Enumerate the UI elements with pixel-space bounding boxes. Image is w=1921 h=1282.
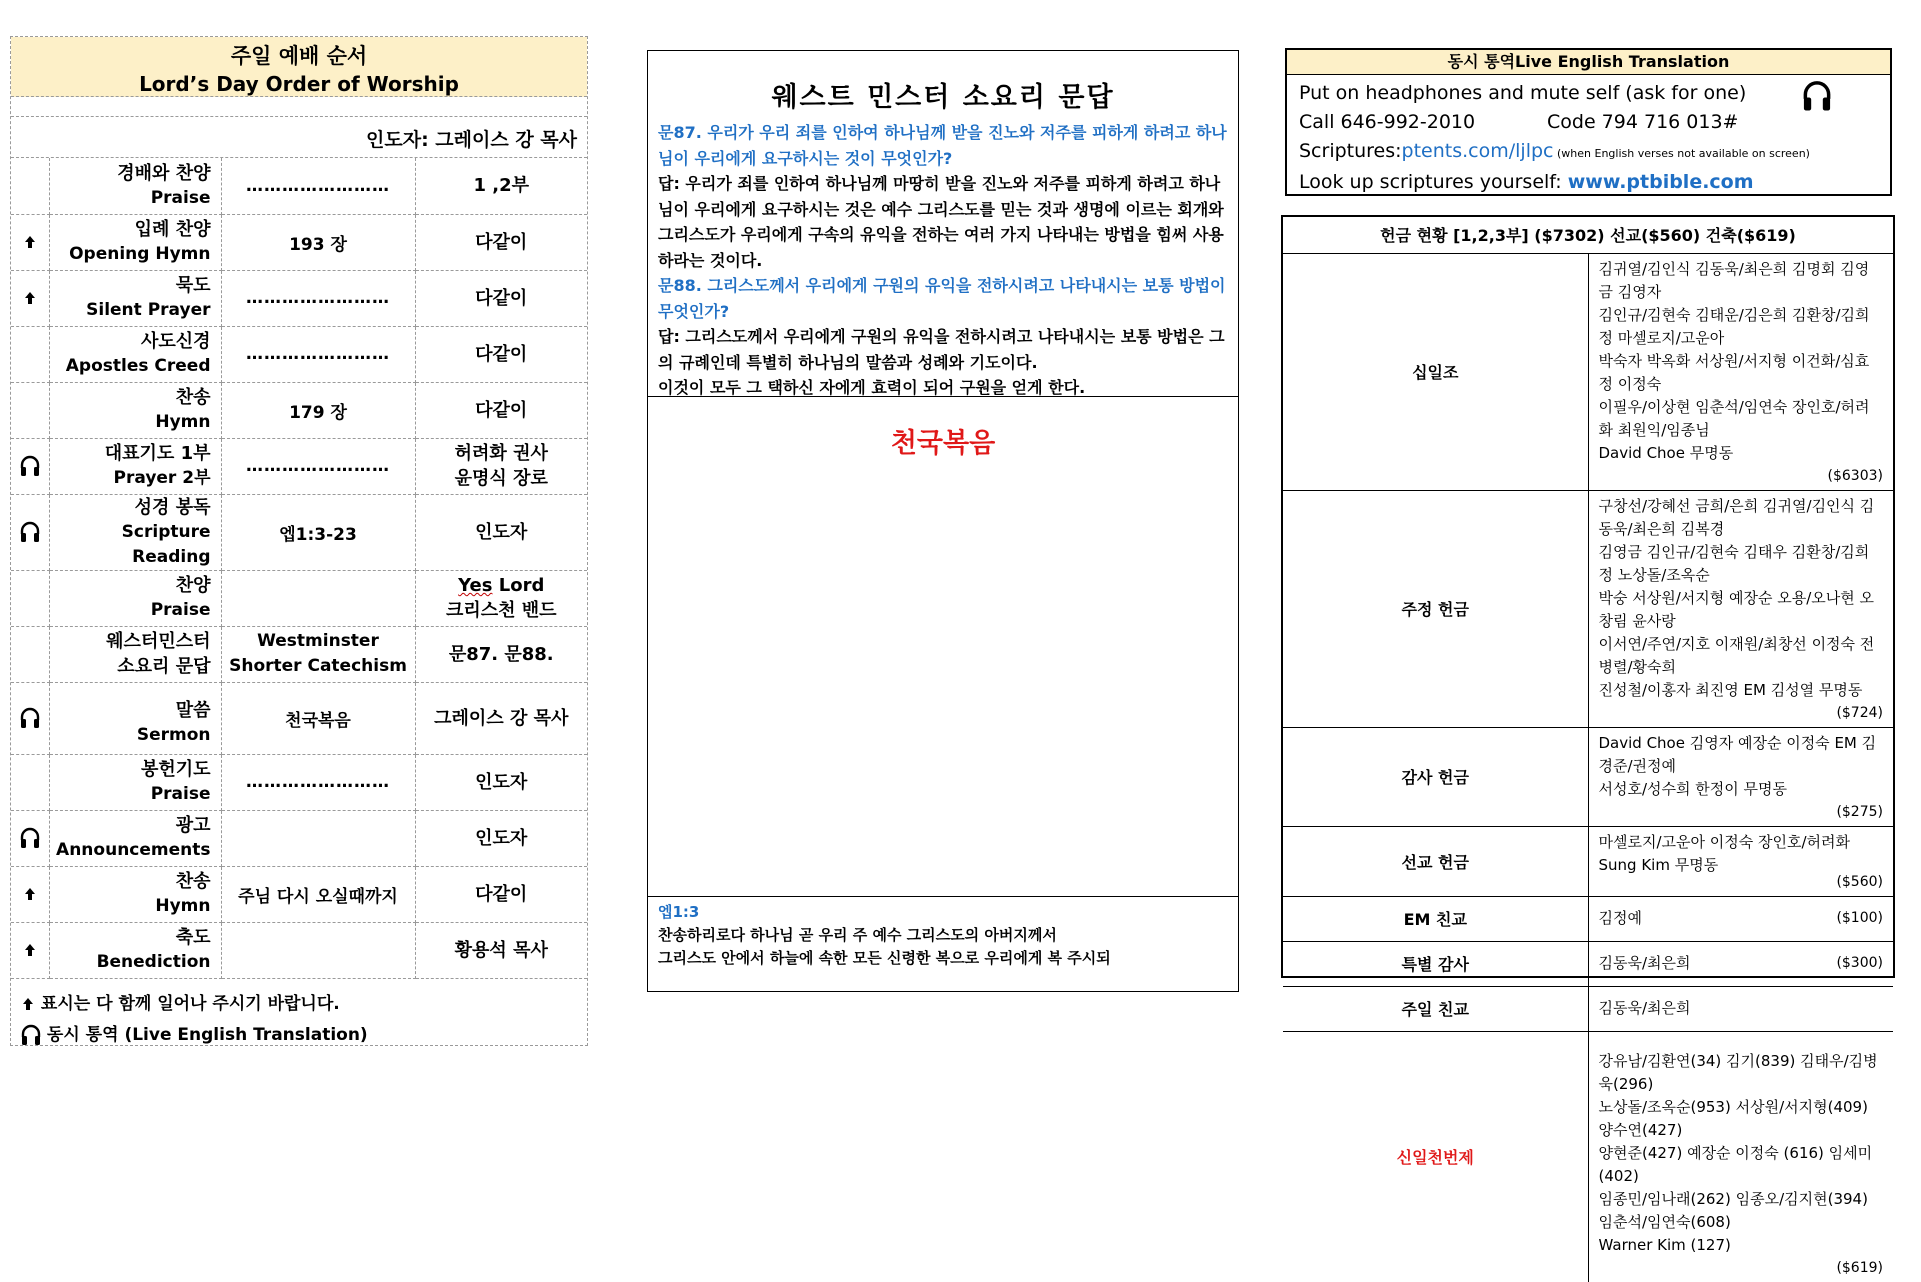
row-title-ko: 봉헌기도 <box>140 759 211 780</box>
stand-up-icon <box>21 997 35 1011</box>
row-detail: 천국복음 <box>221 682 415 754</box>
row-mark <box>11 810 49 866</box>
row-title <box>49 326 221 382</box>
donor-line: 이필우/이상현 임춘석/임연숙 장인호/허려화 최원익/임종님 <box>1598 397 1870 439</box>
row-mark <box>11 270 49 326</box>
row-title-en: Scripture Reading <box>121 521 211 567</box>
row-detail: …………………… <box>221 270 415 326</box>
row-detail: …………………… <box>221 158 415 214</box>
row-leader-2: 크리스천 밴드 <box>445 600 557 621</box>
worship-row-praise <box>11 158 587 214</box>
row-title <box>49 682 221 754</box>
verse-line-2: 그리스도 안에서 하늘에 속한 모든 신령한 복으로 우리에게 복 주시되 <box>658 949 1111 967</box>
call-number: Call 646-992-2010 <box>1299 111 1476 133</box>
donor-line: 구창선/강혜선 금희/은희 김귀열/김인식 김동욱/최은희 김복경 <box>1598 496 1875 538</box>
row-detail <box>221 810 415 866</box>
song-title-word-2: Lord <box>492 575 545 596</box>
row-leader: 문87. 문88. <box>415 626 587 682</box>
row-title-en: Praise <box>150 784 211 804</box>
worship-title-en: Lord’s Day Order of Worship <box>139 72 459 96</box>
row-title-ko-2: 소요리 문답 <box>117 656 211 677</box>
note-stand <box>21 989 587 1020</box>
row-title-ko: 찬송 <box>175 871 211 892</box>
offering-row-mission <box>1283 826 1893 896</box>
row-mark <box>11 326 49 382</box>
row-title-en: Opening Hymn <box>69 244 211 264</box>
offering-header: 헌금 현황 [1,2,3부] ($7302) 선교($560) 건축($619) <box>1283 217 1893 253</box>
offering-row-weekly <box>1283 490 1893 727</box>
offering-names <box>1588 1031 1893 1282</box>
row-title-ko: 묵도 <box>175 275 211 296</box>
row-title-en: Sermon <box>136 725 211 745</box>
row-detail: …………………… <box>221 326 415 382</box>
donor-line: 박숙자 박옥화 서상원/서지형 이건화/심효정 이정숙 <box>1598 351 1870 393</box>
row-mark <box>11 214 49 270</box>
translation-body <box>1287 75 1890 197</box>
row-detail: 엡1:3-23 <box>221 494 415 570</box>
row-leader: 다같이 <box>415 214 587 270</box>
donor-line: 노상돌/조옥순(953) 서상원/서지형(409) 양수연(427) <box>1598 1097 1868 1139</box>
stand-up-icon <box>23 943 37 957</box>
worship-row-prayer <box>11 438 587 494</box>
divider <box>648 396 1238 397</box>
worship-title-ko: 주일 예배 순서 <box>230 44 368 68</box>
row-leader: 다같이 <box>415 382 587 438</box>
donor-line: 김정예 <box>1598 909 1642 927</box>
worship-row-announcements <box>11 810 587 866</box>
worship-row-sermon <box>11 682 587 754</box>
stand-up-icon <box>23 235 37 249</box>
song-title-word-1: Yes <box>458 575 493 596</box>
question-88: 문88. 그리스도께서 우리에게 구원의 유익을 전하시려고 나타내시는 보통 방법이 무엇인가? <box>658 276 1226 321</box>
row-title-ko: 광고 <box>175 815 211 836</box>
row-title <box>49 158 221 214</box>
verse-reference: 엡1:3 <box>658 903 700 921</box>
row-leader: 다같이 <box>415 866 587 922</box>
lookup-label: Look up scriptures yourself: <box>1299 171 1568 193</box>
row-mark <box>11 494 49 570</box>
worship-row-scripture-reading <box>11 494 587 570</box>
row-title <box>49 754 221 810</box>
offering-names <box>1588 941 1893 986</box>
row-detail: …………………… <box>221 438 415 494</box>
row-leader <box>415 570 587 626</box>
row-leader <box>415 438 587 494</box>
donor-line: David Choe 무명동 <box>1598 443 1734 462</box>
offering-category: 특별 감사 <box>1283 941 1588 986</box>
row-title-ko: 사도신경 <box>140 331 211 352</box>
note-stand-text: 표시는 다 함께 일어나 주시기 바랍니다. <box>40 993 340 1014</box>
offering-names <box>1588 490 1893 727</box>
offering-amount: ($275) <box>1836 803 1883 820</box>
row-leader: 그레이스 강 목사 <box>415 682 587 754</box>
row-title-en: Praise <box>150 187 211 208</box>
row-title <box>49 270 221 326</box>
donor-line: 임종민/임나래(262) 임종오/김지현(394) 임춘석/임연숙(608) <box>1598 1189 1868 1231</box>
stand-up-icon <box>23 887 37 901</box>
row-detail: 193 장 <box>221 214 415 270</box>
worship-spacer-row <box>11 97 587 117</box>
donor-line: 김인규/김현숙 김태운/김은희 김환창/김희정 마셀로지/고운아 <box>1598 305 1870 347</box>
catechism-panel <box>647 50 1239 992</box>
row-title <box>49 438 221 494</box>
offering-amount: ($6303) <box>1827 467 1883 484</box>
row-title-en: Hymn <box>155 412 211 432</box>
worship-row-catechism <box>11 626 587 682</box>
row-title <box>49 494 221 570</box>
donor-line: 김동욱/최은희 <box>1598 999 1691 1017</box>
row-title <box>49 570 221 626</box>
row-leader-2: 윤명식 장로 <box>454 468 548 489</box>
row-title-en: Silent Prayer <box>86 300 211 320</box>
headphones-icon <box>21 1024 41 1046</box>
worship-row-closing-hymn <box>11 866 587 922</box>
offering-names <box>1588 727 1893 826</box>
row-title-en: Apostles Creed <box>65 356 211 376</box>
donor-line: 이서연/주연/지호 이재원/최창선 이정숙 전병렬/황숙희 <box>1598 634 1875 676</box>
offering-names <box>1588 826 1893 896</box>
offering-row-tithe <box>1283 253 1893 490</box>
headphones-icon <box>20 521 40 543</box>
stand-up-icon <box>23 291 37 305</box>
catechism-body <box>648 114 1238 401</box>
worship-row-offering-prayer <box>11 754 587 810</box>
offering-names <box>1588 896 1893 941</box>
donor-line: 마셀로지/고운아 이정숙 장인호/허려화 Sung Kim 무명동 <box>1598 832 1850 874</box>
order-of-worship-panel <box>10 36 588 1046</box>
note-translation <box>21 1020 587 1051</box>
translation-header: 동시 통역Live English Translation <box>1287 50 1890 75</box>
donor-line: 진성철/이홍자 최진영 EM 김성열 무명동 <box>1598 680 1863 699</box>
donor-line: David Choe 김영자 예장순 이정숙 EM 김경준/권정예 <box>1598 733 1877 775</box>
offering-amount: ($100) <box>1836 910 1883 926</box>
row-leader-1: 허려화 권사 <box>454 443 548 464</box>
worship-row-apostles-creed <box>11 326 587 382</box>
offering-category: 선교 헌금 <box>1283 826 1588 896</box>
row-mark <box>11 382 49 438</box>
row-title <box>49 810 221 866</box>
catechism-title: 웨스트 민스터 소요리 문답 <box>771 82 1115 113</box>
row-leader: 다같이 <box>415 270 587 326</box>
worship-notes <box>11 979 587 1051</box>
offering-header-row <box>1283 217 1893 253</box>
row-title-en: Praise <box>150 600 211 620</box>
row-detail: 179 장 <box>221 382 415 438</box>
row-title-ko: 찬송 <box>175 387 211 408</box>
question-87: 문87. 우리가 우리 죄를 인하여 하나님께 받을 진노와 저주를 피하게 하려고 하나님이 우리에게 요구하시는 것이 무엇인가? <box>658 123 1227 168</box>
offering-category: 감사 헌금 <box>1283 727 1588 826</box>
row-detail: …………………… <box>221 754 415 810</box>
row-mark <box>11 922 49 978</box>
row-mark <box>11 158 49 214</box>
headphones-icon <box>20 455 40 477</box>
offering-amount: ($724) <box>1836 704 1883 721</box>
offering-amount: ($300) <box>1836 955 1883 971</box>
row-mark <box>11 626 49 682</box>
headphones-icon <box>1802 80 1832 112</box>
row-leader: 1 ,2부 <box>415 158 587 214</box>
row-title-en: Hymn <box>155 896 211 916</box>
row-title <box>49 626 221 682</box>
worship-row-opening-hymn <box>11 214 587 270</box>
row-title-ko: 축도 <box>175 927 211 948</box>
row-title-ko: 성경 봉독 <box>134 496 211 518</box>
row-title-ko: 웨스터민스터 <box>106 631 211 652</box>
row-mark <box>11 438 49 494</box>
offering-names <box>1588 253 1893 490</box>
row-mark <box>11 754 49 810</box>
worship-header <box>11 37 587 97</box>
worship-row-silent-prayer <box>11 270 587 326</box>
donor-line: 강유남/김환연(34) 김기(839) 김태우/김병욱(296) <box>1598 1051 1878 1093</box>
answer-88-cont: 이것이 모두 그 택하신 자에게 효력이 되어 구원을 얻게 한다. <box>658 378 1086 397</box>
offering-category: 십일조 <box>1283 253 1588 490</box>
offering-row-thanksgiving <box>1283 727 1893 826</box>
offering-report <box>1281 215 1895 1276</box>
offering-row-sunday-fellowship <box>1283 986 1893 1031</box>
scriptures-note: (when English verses not available on screen) <box>1553 147 1810 160</box>
answer-88: 답: 그리스도께서 우리에게 구원의 유익을 전하시려고 나타내시는 보통 방법은 그의 규례인데 특별히 하나님의 말씀과 성례와 기도이다. <box>658 327 1225 372</box>
row-title <box>49 382 221 438</box>
worship-leader: 인도자: 그레이스 강 목사 <box>11 117 587 158</box>
row-detail: 주님 다시 오실때까지 <box>221 866 415 922</box>
row-title-ko: 찬양 <box>175 575 211 596</box>
row-title-en: Benediction <box>96 952 211 972</box>
offering-category: 주일 친교 <box>1283 986 1588 1031</box>
row-leader: 다같이 <box>415 326 587 382</box>
lookup-line <box>1299 168 1890 197</box>
row-leader: 황용석 목사 <box>415 922 587 978</box>
row-detail <box>221 922 415 978</box>
offering-category: EM 친교 <box>1283 896 1588 941</box>
call-code: Code 794 716 013# <box>1547 111 1739 133</box>
scriptures-label: Scriptures: <box>1299 140 1402 162</box>
headphones-instruction: Put on headphones and mute self (ask for one) <box>1299 82 1747 104</box>
live-translation-box <box>1285 48 1892 196</box>
row-title <box>49 866 221 922</box>
row-detail-2: Shorter Catechism <box>229 656 407 676</box>
row-detail-1: Westminster <box>257 631 379 651</box>
row-title-ko: 말씀 <box>175 700 211 721</box>
offering-category: 주정 헌금 <box>1283 490 1588 727</box>
headphones-icon <box>20 707 40 729</box>
offering-amount: ($619) <box>1836 1259 1883 1276</box>
row-mark <box>11 570 49 626</box>
lookup-link[interactable]: www.ptbible.com <box>1567 171 1754 193</box>
worship-row-benediction <box>11 922 587 978</box>
sermon-title: 천국복음 <box>890 428 996 459</box>
row-title-ko: 경배와 찬양 <box>117 162 211 184</box>
row-leader: 인도자 <box>415 754 587 810</box>
row-mark <box>11 682 49 754</box>
row-detail <box>221 570 415 626</box>
scriptures-link[interactable]: ptents.com/ljlpc <box>1401 140 1554 162</box>
row-title-en: Announcements <box>56 840 211 860</box>
donor-line: 서성호/성수희 한정이 무명동 <box>1598 779 1787 798</box>
row-title-ko: 입례 찬양 <box>134 219 211 240</box>
scriptures-line <box>1299 137 1890 168</box>
answer-87: 답: 우리가 죄를 인하여 하나님께 마땅히 받을 진노와 저주를 피하게 하려고 하나님이 우리에게 요구하시는 것은 예수 그리스도를 믿는 것과 생명에 이르는 회개와 그리스도가 우리에게 구속의 유익을 전하는 여러 가지 나타내는 방법을 힘써 사용하라는 것이다. <box>658 174 1224 270</box>
offering-row-em-fellowship <box>1283 896 1893 941</box>
offering-table <box>1283 217 1893 1282</box>
call-line <box>1299 108 1890 137</box>
row-leader: 인도자 <box>415 494 587 570</box>
offering-names <box>1588 986 1893 1031</box>
donor-line: 양현준(427) 예장순 이정숙 (616) 임세미(402) <box>1598 1143 1873 1185</box>
row-title <box>49 922 221 978</box>
donor-line: 박숭 서상원/서지형 예장순 오용/오나현 오창림 윤사랑 <box>1598 588 1875 630</box>
donor-line: 김동욱/최은희 <box>1598 954 1691 972</box>
worship-row-praise-band <box>11 570 587 626</box>
row-title-ko: 대표기도 1부 <box>104 443 211 464</box>
donor-line: Warner Kim (127) <box>1598 1235 1731 1254</box>
donor-line: 김영금 김인규/김현숙 김태우 김환창/김희정 노상돌/조옥순 <box>1598 542 1870 584</box>
song-title <box>416 573 588 598</box>
row-title-en: Prayer 2부 <box>113 468 211 488</box>
note-translation-text: 동시 통역 (Live English Translation) <box>46 1024 368 1045</box>
row-mark <box>11 866 49 922</box>
offering-row-thousand-burnt <box>1283 1031 1893 1282</box>
divider <box>648 896 1238 897</box>
row-leader: 인도자 <box>415 810 587 866</box>
verse-block <box>658 901 1228 970</box>
row-title <box>49 214 221 270</box>
offering-row-special-thanks <box>1283 941 1893 986</box>
verse-line-1: 찬송하리로다 하나님 곧 우리 주 예수 그리스도의 아버지께서 <box>658 926 1057 944</box>
worship-row-hymn <box>11 382 587 438</box>
row-detail <box>221 626 415 682</box>
worship-order-table <box>11 158 587 979</box>
offering-amount: ($560) <box>1836 873 1883 890</box>
offering-category: 신일천번제 <box>1283 1031 1588 1282</box>
donor-line: 김귀열/김인식 김동욱/최은희 김명회 김영금 김영자 <box>1598 259 1870 301</box>
headphones-icon <box>20 827 40 849</box>
